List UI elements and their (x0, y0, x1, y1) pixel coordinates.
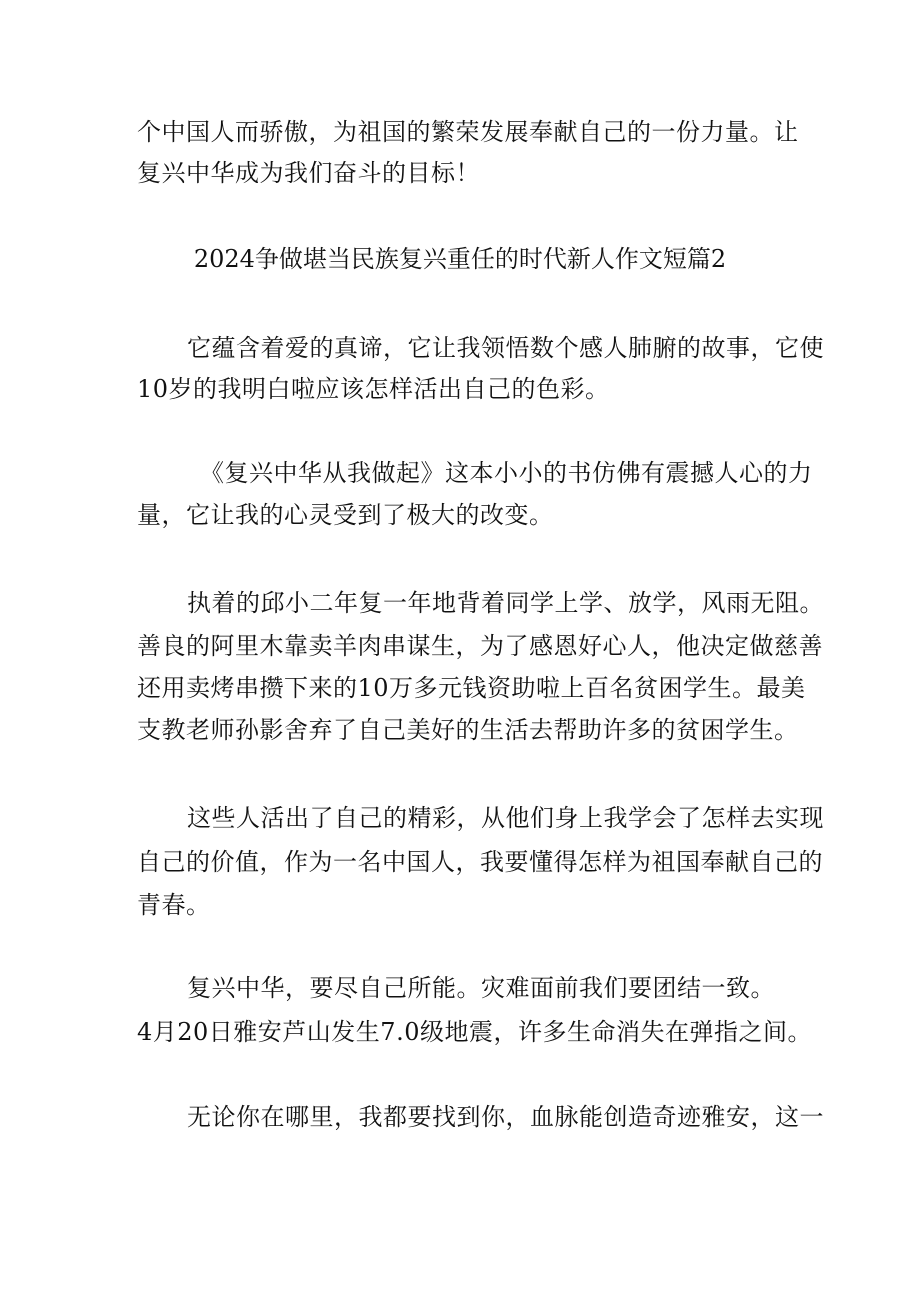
section-title: 2024争做堪当民族复兴重任的时代新人作文短篇2 (193, 245, 727, 273)
paragraph-2-line-1: 《复兴中华从我做起》这本小小的书仿佛有震撼人心的力 (200, 459, 813, 487)
paragraph-4-line-3: 青春。 (137, 891, 211, 919)
paragraph-3-line-2: 善良的阿里木靠卖羊肉串谋生，为了感恩好心人，他决定做慈善 (137, 632, 823, 660)
paragraph-3-line-4: 支教老师孙影舍弃了自己美好的生活去帮助许多的贫困学生。 (137, 716, 799, 744)
paragraph-1-line-2: 10岁的我明白啦应该怎样活出自己的色彩。 (137, 375, 610, 403)
paragraph-6-line-1: 无论你在哪里，我都要找到你，血脉能创造奇迹雅安，这一 (187, 1103, 824, 1131)
paragraph-3-line-1: 执着的邱小二年复一年地背着同学上学、放学，风雨无阻。 (187, 589, 824, 617)
paragraph-1-line-1: 它蕴含着爱的真谛，它让我领悟数个感人肺腑的故事，它使 (187, 334, 824, 362)
paragraph-4-line-2: 自己的价值，作为一名中国人，我要懂得怎样为祖国奉献自己的 (137, 848, 823, 876)
paragraph-4-line-1: 这些人活出了自己的精彩，从他们身上我学会了怎样去实现 (187, 804, 824, 832)
paragraph-3-line-3: 还用卖烤串攒下来的10万多元钱资助啦上百名贫困学生。最美 (137, 674, 806, 702)
paragraph-5-line-1: 复兴中华，要尽自己所能。灾难面前我们要团结一致。 (187, 974, 775, 1002)
intro-line-1: 个中国人而骄傲，为祖国的繁荣发展奉献自己的一份力量。让 (137, 118, 799, 146)
intro-line-2: 复兴中华成为我们奋斗的目标！ (137, 159, 480, 187)
paragraph-5-line-2: 4月20日雅安芦山发生7.0级地震，许多生命消失在弹指之间。 (137, 1018, 812, 1046)
paragraph-2-line-2: 量，它让我的心灵受到了极大的改变。 (137, 501, 554, 529)
